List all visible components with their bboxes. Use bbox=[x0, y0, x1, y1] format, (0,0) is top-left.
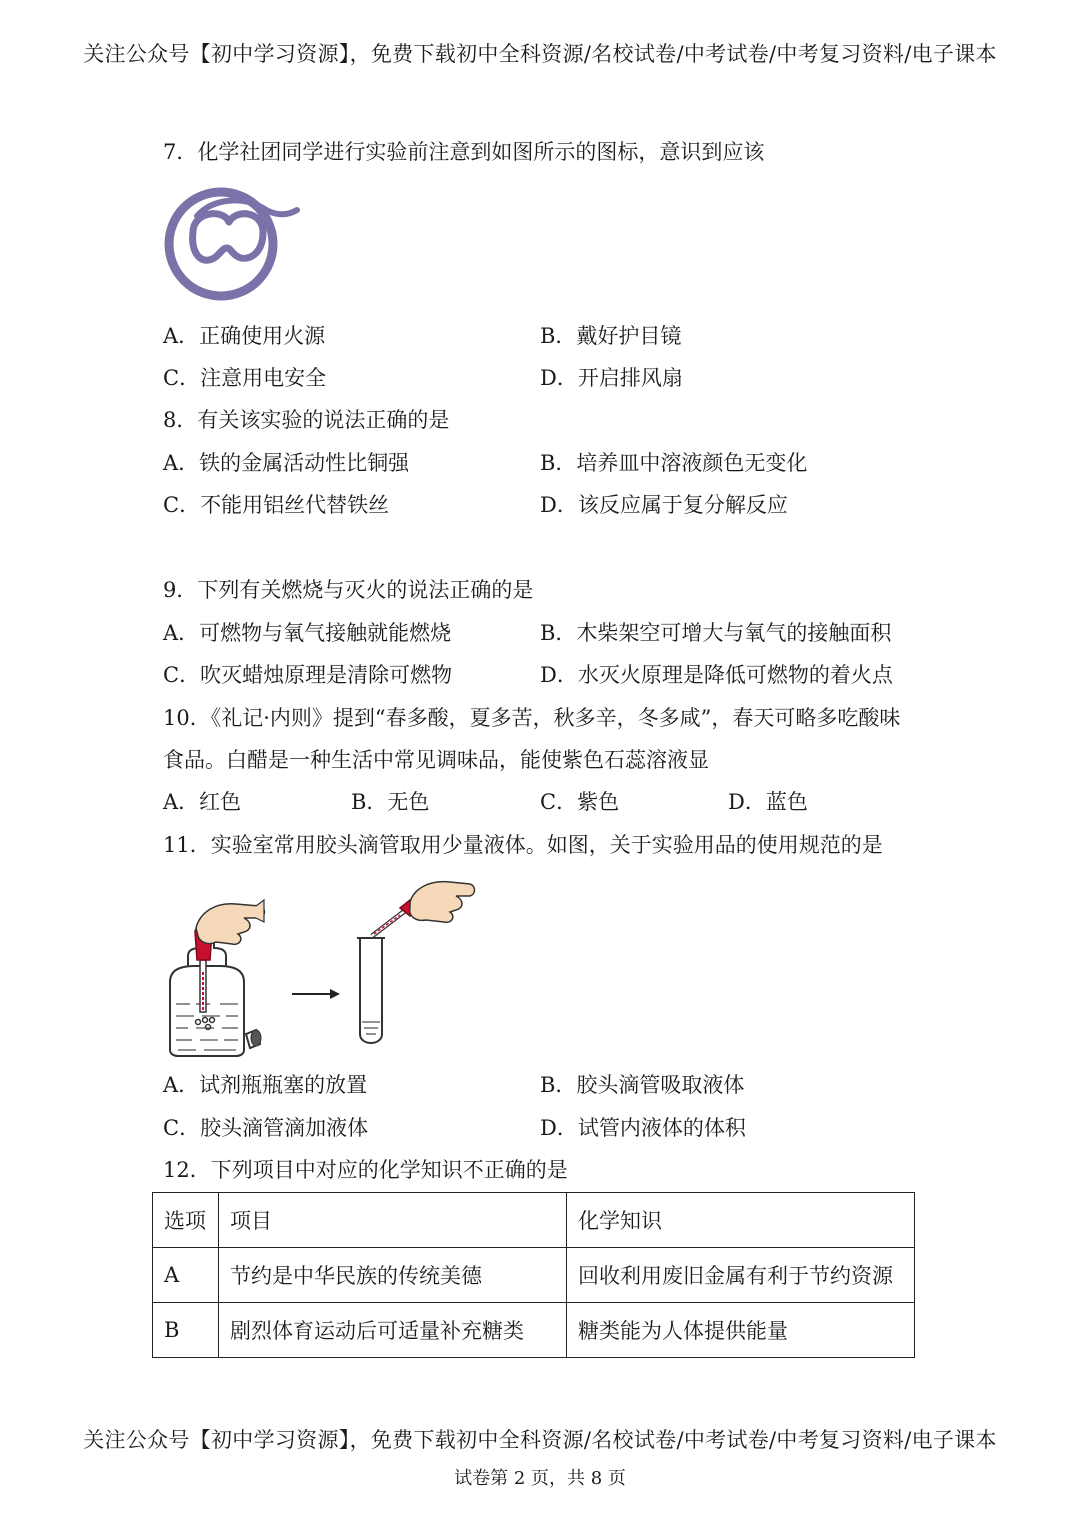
row-knowledge: 回收利用废旧金属有利于节约资源 bbox=[567, 1248, 915, 1303]
table-row bbox=[153, 1303, 915, 1358]
q8-option-b: B．培养皿中溶液颜色无变化 bbox=[540, 451, 808, 475]
table-header-row bbox=[153, 1193, 915, 1248]
q8-option-c: C．不能用铝丝代替铁丝 bbox=[163, 493, 390, 517]
row-item: 剧烈体育运动后可适量补充糖类 bbox=[219, 1303, 567, 1358]
q9-option-a: A．可燃物与氧气接触就能燃烧 bbox=[163, 621, 452, 645]
row-option: B bbox=[153, 1303, 219, 1358]
q10-option-b: B．无色 bbox=[351, 790, 430, 814]
header-knowledge: 化学知识 bbox=[567, 1193, 915, 1248]
q8-option-a: A．铁的金属活动性比铜强 bbox=[163, 451, 410, 475]
q11-option-c: C．胶头滴管滴加液体 bbox=[163, 1116, 369, 1140]
q10-stem-line1: 10．《礼记·内则》提到“春多酸，夏多苦，秋多辛，冬多咸”，春天可略多吃酸味 bbox=[163, 706, 901, 730]
q12-table bbox=[152, 1192, 915, 1358]
q11-stem: 11．实验室常用胶头滴管取用少量液体。如图，关于实验用品的使用规范的是 bbox=[163, 833, 883, 857]
q9-option-d: D．水灭火原理是降低可燃物的着火点 bbox=[540, 663, 893, 687]
q11-option-d: D．试管内液体的体积 bbox=[540, 1116, 746, 1140]
row-item: 节约是中华民族的传统美德 bbox=[219, 1248, 567, 1303]
q10-option-c: C．紫色 bbox=[540, 790, 620, 814]
row-option: A bbox=[153, 1248, 219, 1303]
q7-option-d: D．开启排风扇 bbox=[540, 366, 683, 390]
q10-option-d: D．蓝色 bbox=[728, 790, 808, 814]
goggles-icon bbox=[163, 186, 303, 304]
q11-option-a: A．试剂瓶瓶塞的放置 bbox=[163, 1073, 368, 1097]
q10-option-a: A．红色 bbox=[163, 790, 242, 814]
q9-stem: 9．下列有关燃烧与灭火的说法正确的是 bbox=[163, 578, 534, 602]
page-footer: 试卷第 2 页，共 8 页 bbox=[454, 1468, 626, 1489]
q12-stem: 12．下列项目中对应的化学知识不正确的是 bbox=[163, 1158, 568, 1182]
top-banner: 关注公众号【初中学习资源】，免费下载初中全科资源/名校试卷/中考试卷/中考复习资料/电子课本 bbox=[83, 42, 997, 66]
q9-option-c: C．吹灭蜡烛原理是清除可燃物 bbox=[163, 663, 453, 687]
q11-option-b: B．胶头滴管吸取液体 bbox=[540, 1073, 745, 1097]
q10-stem-line2: 食品。白醋是一种生活中常见调味品，能使紫色石蕊溶液显 bbox=[163, 748, 709, 772]
q8-option-d: D．该反应属于复分解反应 bbox=[540, 493, 788, 517]
dropper-experiment-figure bbox=[160, 872, 480, 1062]
q7-option-b: B．戴好护目镜 bbox=[540, 324, 682, 348]
header-option: 选项 bbox=[153, 1193, 219, 1248]
q7-option-c: C．注意用电安全 bbox=[163, 366, 327, 390]
q7-stem: 7．化学社团同学进行实验前注意到如图所示的图标，意识到应该 bbox=[163, 140, 765, 164]
table-row bbox=[153, 1248, 915, 1303]
bottom-banner: 关注公众号【初中学习资源】，免费下载初中全科资源/名校试卷/中考试卷/中考复习资料/电子课本 bbox=[83, 1428, 997, 1452]
row-knowledge: 糖类能为人体提供能量 bbox=[567, 1303, 915, 1358]
q9-option-b: B．木柴架空可增大与氧气的接触面积 bbox=[540, 621, 892, 645]
q7-option-a: A．正确使用火源 bbox=[163, 324, 326, 348]
header-item: 项目 bbox=[219, 1193, 567, 1248]
q8-stem: 8．有关该实验的说法正确的是 bbox=[163, 408, 450, 432]
